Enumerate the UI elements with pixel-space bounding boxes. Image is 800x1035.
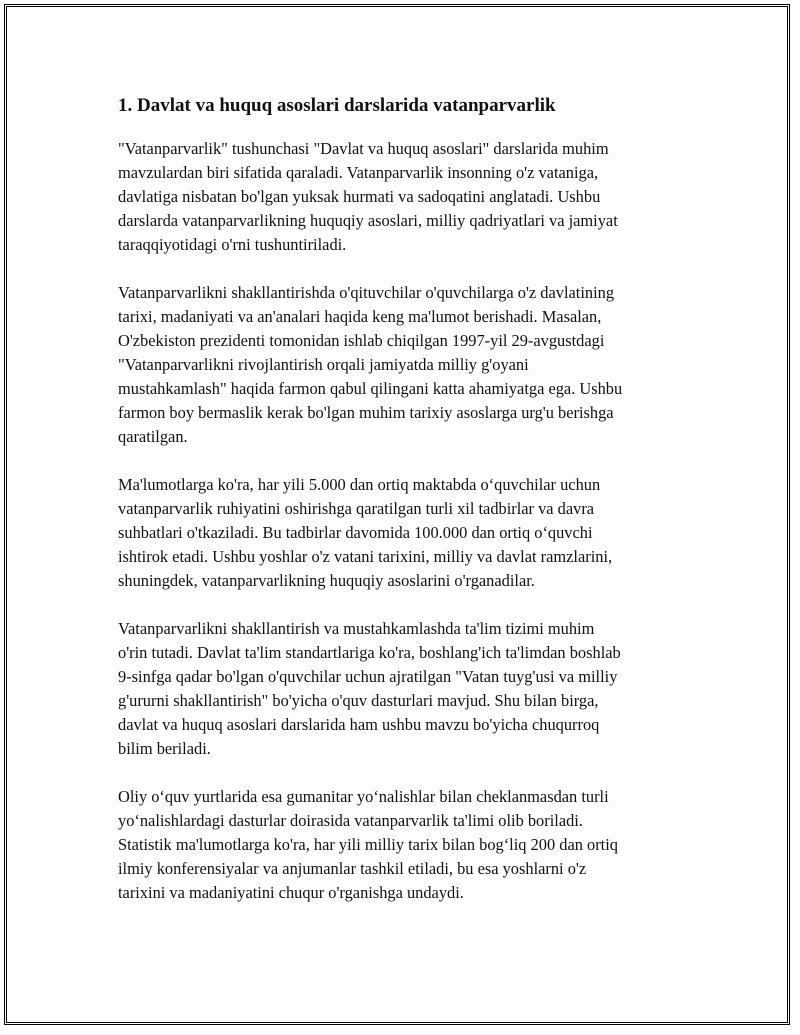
section-heading: 1. Davlat va huquq asoslari darslarida vatanparvarlik [118, 95, 556, 116]
paragraph-line: Ma'lumotlarga ko'ra, har yili 5.000 dan ortiq maktabda o‘quvchilar uchun [118, 475, 601, 494]
paragraph-line: ilmiy konferensiyalar va anjumanlar tashkil etiladi, bu esa yoshlarni o'z [118, 859, 587, 878]
paragraph-line: "Vatanparvarlik" tushunchasi "Davlat va huquq asoslari" darslarida muhim [118, 139, 609, 158]
paragraph-line: davlatiga nisbatan bo'lgan yuksak hurmati va sadoqatini anglatadi. Ushbu [118, 187, 601, 206]
document-body [118, 92, 688, 929]
paragraph-1 [118, 137, 688, 257]
paragraph-line: mavzulardan biri sifatida qaraladi. Vatanparvarlik insonning o'z vataniga, [118, 163, 599, 182]
paragraph-line: Vatanparvarlikni shakllantirishda o'qituvchilar o'quvchilarga o'z davlatining [118, 283, 615, 302]
paragraph-line: bilim beriladi. [118, 739, 211, 758]
paragraph-line: 9-sinfga qadar bo'lgan o'quvchilar uchun ajratilgan "Vatan tuyg'usi va milliy [118, 667, 618, 686]
paragraph-line: darslarda vatanparvarlikning huquqiy asoslari, milliy qadriyatlari va jamiyat [118, 211, 618, 230]
paragraph-line: tarixi, madaniyati va an'analari haqida keng ma'lumot berishadi. Masalan, [118, 307, 602, 326]
paragraph-line: tarixini va madaniyatini chuqur o'rganishga undaydi. [118, 883, 464, 902]
paragraph-line: O'zbekiston prezidenti tomonidan ishlab chiqilgan 1997-yil 29-avgustdagi [118, 331, 605, 350]
paragraph-line: ishtirok etadi. Ushbu yoshlar o'z vatani tarixini, milliy va davlat ramzlarini, [118, 547, 613, 566]
paragraph-line: "Vatanparvarlikni rivojlantirish orqali jamiyatda milliy g'oyani [118, 355, 529, 374]
paragraph-line: qaratilgan. [118, 427, 188, 446]
paragraph-4 [118, 617, 688, 761]
paragraph-line: shuningdek, vatanparvarlikning huquqiy asoslarini o'rganadilar. [118, 571, 535, 590]
paragraph-line: yo‘nalishlardagi dasturlar doirasida vatanparvarlik ta'limi olib boriladi. [118, 811, 583, 830]
paragraph-line: Oliy o‘quv yurtlarida esa gumanitar yo‘nalishlar bilan cheklanmasdan turli [118, 787, 609, 806]
paragraph-3 [118, 473, 688, 593]
paragraph-2 [118, 281, 688, 449]
paragraph-line: mustahkamlash" haqida farmon qabul qilingani katta ahamiyatga ega. Ushbu [118, 379, 623, 398]
paragraph-line: taraqqiyotidagi o'rni tushuntiriladi. [118, 235, 347, 254]
paragraph-line: suhbatlari o'tkaziladi. Bu tadbirlar davomida 100.000 dan ortiq o‘quvchi [118, 523, 593, 542]
paragraph-5 [118, 785, 688, 905]
paragraph-line: davlat va huquq asoslari darslarida ham ushbu mavzu bo'yicha chuqurroq [118, 715, 600, 734]
paragraph-line: Statistik ma'lumotlarga ko'ra, har yili milliy tarix bilan bog‘liq 200 dan ortiq [118, 835, 618, 854]
paragraph-line: Vatanparvarlikni shakllantirish va mustahkamlashda ta'lim tizimi muhim [118, 619, 595, 638]
paragraph-line: vatanparvarlik ruhiyatini oshirishga qaratilgan turli xil tadbirlar va davra [118, 499, 595, 518]
paragraph-line: farmon boy bermaslik kerak bo'lgan muhim tarixiy asoslarga urg'u berishga [118, 403, 614, 422]
paragraph-line: g'ururni shakllantirish" bo'yicha o'quv dasturlari mavjud. Shu bilan birga, [118, 691, 599, 710]
paragraph-line: o'rin tutadi. Davlat ta'lim standartlariga ko'ra, boshlang'ich ta'limdan boshlab [118, 643, 621, 662]
